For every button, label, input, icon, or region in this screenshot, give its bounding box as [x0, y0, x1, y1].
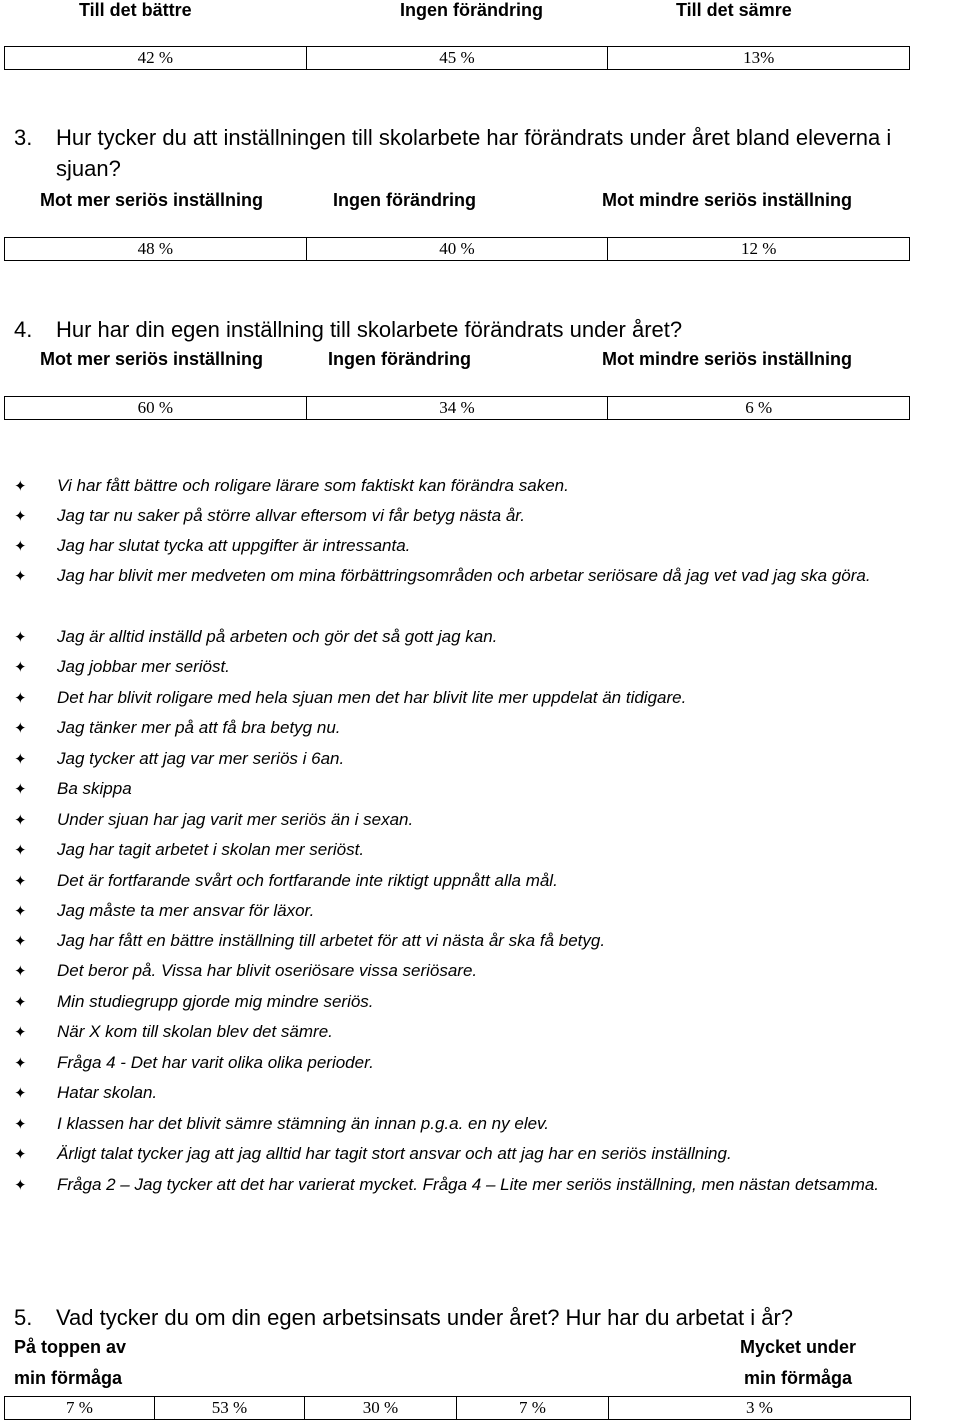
q3-header-more: Mot mer seriös inställning — [40, 190, 264, 210]
q3-value-nochange: 40 % — [306, 238, 608, 261]
comment-text: Fråga 2 – Jag tycker att det har varierat mycket. Fråga 4 – Lite mer seriös inställning, men nästan detsamma. — [57, 1175, 880, 1194]
comment-text: Min studiegrupp gjorde mig mindre seriös. — [57, 992, 374, 1011]
star-bullet-icon: ✦ — [14, 658, 27, 676]
q5-value-5: 3 % — [609, 1397, 911, 1420]
q5-left-label-line1: På toppen av — [14, 1337, 127, 1357]
q5-value-1: 7 % — [5, 1397, 155, 1420]
comment-text: Ba skippa — [57, 779, 132, 798]
comment-text: Jag har blivit mer medveten om mina förbättringsområden och arbetar seriösare då jag vet vad jag ska göra. — [57, 566, 871, 585]
q2-value-worse: 13% — [608, 47, 910, 70]
q3-results-table — [4, 237, 910, 261]
q5-value-4: 7 % — [457, 1397, 609, 1420]
star-bullet-icon: ✦ — [14, 1023, 27, 1041]
comment-text: Det har blivit roligare med hela sjuan men det har blivit lite mer uppdelat än tidigare. — [57, 688, 687, 707]
q4-value-more: 60 % — [5, 397, 307, 420]
comment-text: I klassen har det blivit sämre stämning än innan p.g.a. en ny elev. — [57, 1114, 550, 1133]
q5-right-label-line1: Mycket under — [740, 1337, 857, 1357]
q3-value-more: 48 % — [5, 238, 307, 261]
star-bullet-icon: ✦ — [14, 902, 27, 920]
comment-text: Jag har fått en bättre inställning till arbetet för att vi nästa år ska få betyg. — [57, 931, 606, 950]
question-5-number: 5. — [14, 1305, 33, 1330]
star-bullet-icon: ✦ — [14, 750, 27, 768]
comment-text: Jag jobbar mer seriöst. — [57, 657, 230, 676]
comment-text: Jag tar nu saker på större allvar eftersom vi får betyg nästa år. — [57, 506, 526, 525]
star-bullet-icon: ✦ — [14, 507, 27, 525]
question-4-text: Hur har din egen inställning till skolarbete förändrats under året? — [56, 317, 683, 342]
comment-text: Det beror på. Vissa har blivit oseriösare vissa seriösare. — [57, 961, 478, 980]
star-bullet-icon: ✦ — [14, 1176, 27, 1194]
star-bullet-icon: ✦ — [14, 477, 27, 495]
q2-header-nochange: Ingen förändring — [400, 0, 543, 20]
comment-text: Hatar skolan. — [57, 1083, 158, 1102]
comment-text: Jag har tagit arbetet i skolan mer seriöst. — [57, 840, 365, 859]
star-bullet-icon: ✦ — [14, 567, 27, 585]
q2-results-table — [4, 46, 910, 70]
star-bullet-icon: ✦ — [14, 689, 27, 707]
star-bullet-icon: ✦ — [14, 962, 27, 980]
q5-left-label-line2: min förmåga — [14, 1368, 123, 1388]
star-bullet-icon: ✦ — [14, 841, 27, 859]
q3-value-less: 12 % — [608, 238, 910, 261]
star-bullet-icon: ✦ — [14, 628, 27, 646]
q4-value-less: 6 % — [608, 397, 910, 420]
comment-text: Ärligt talat tycker jag att jag alltid har tagit stort ansvar och att jag har en seriös inställning. — [57, 1144, 732, 1163]
comment-text: Fråga 4 - Det har varit olika olika perioder. — [57, 1053, 374, 1072]
comment-text: Vi har fått bättre och roligare lärare som faktiskt kan förändra saken. — [57, 476, 569, 495]
q2-header-better: Till det bättre — [79, 0, 192, 20]
q2-header-worse: Till det sämre — [676, 0, 792, 20]
q5-value-3: 30 % — [305, 1397, 457, 1420]
q3-header-less: Mot mindre seriös inställning — [602, 190, 853, 210]
star-bullet-icon: ✦ — [14, 872, 27, 890]
comment-text: Jag tänker mer på att få bra betyg nu. — [57, 718, 341, 737]
comment-text: Jag tycker att jag var mer seriös i 6an. — [57, 749, 345, 768]
comment-text: Jag är alltid inställd på arbeten och gör det så gott jag kan. — [57, 627, 498, 646]
question-3-number: 3. — [14, 125, 33, 150]
star-bullet-icon: ✦ — [14, 719, 27, 737]
question-4-number: 4. — [14, 317, 33, 342]
q4-header-nochange: Ingen förändring — [328, 349, 471, 369]
q2-value-better: 42 % — [5, 47, 307, 70]
star-bullet-icon: ✦ — [14, 1145, 27, 1163]
comment-text: Det är fortfarande svårt och fortfarande inte riktigt uppnått alla mål. — [57, 871, 558, 890]
comment-text: Jag måste ta mer ansvar för läxor. — [57, 901, 315, 920]
q4-value-nochange: 34 % — [306, 397, 608, 420]
comment-text: När X kom till skolan blev det sämre. — [57, 1022, 333, 1041]
star-bullet-icon: ✦ — [14, 1084, 27, 1102]
q5-right-label-line2: min förmåga — [744, 1368, 853, 1388]
q3-header-nochange: Ingen förändring — [333, 190, 476, 210]
question-3-text: Hur tycker du att inställningen till skolarbete har förändrats under året bland eleverna i sjuan? — [56, 125, 892, 181]
star-bullet-icon: ✦ — [14, 932, 27, 950]
question-5-text: Vad tycker du om din egen arbetsinsats under året? Hur har du arbetat i år? — [56, 1305, 794, 1330]
star-bullet-icon: ✦ — [14, 537, 27, 555]
star-bullet-icon: ✦ — [14, 811, 27, 829]
star-bullet-icon: ✦ — [14, 780, 27, 798]
star-bullet-icon: ✦ — [14, 1115, 27, 1133]
star-bullet-icon: ✦ — [14, 1054, 27, 1072]
q4-header-less: Mot mindre seriös inställning — [602, 349, 853, 369]
comment-text: Under sjuan har jag varit mer seriös än i sexan. — [57, 810, 414, 829]
star-bullet-icon: ✦ — [14, 993, 27, 1011]
q5-value-2: 53 % — [155, 1397, 305, 1420]
comment-text: Jag har slutat tycka att uppgifter är intressanta. — [57, 536, 411, 555]
q2-value-nochange: 45 % — [306, 47, 608, 70]
q5-results-table — [4, 1396, 911, 1420]
q4-results-table — [4, 396, 910, 420]
q4-header-more: Mot mer seriös inställning — [40, 349, 264, 369]
